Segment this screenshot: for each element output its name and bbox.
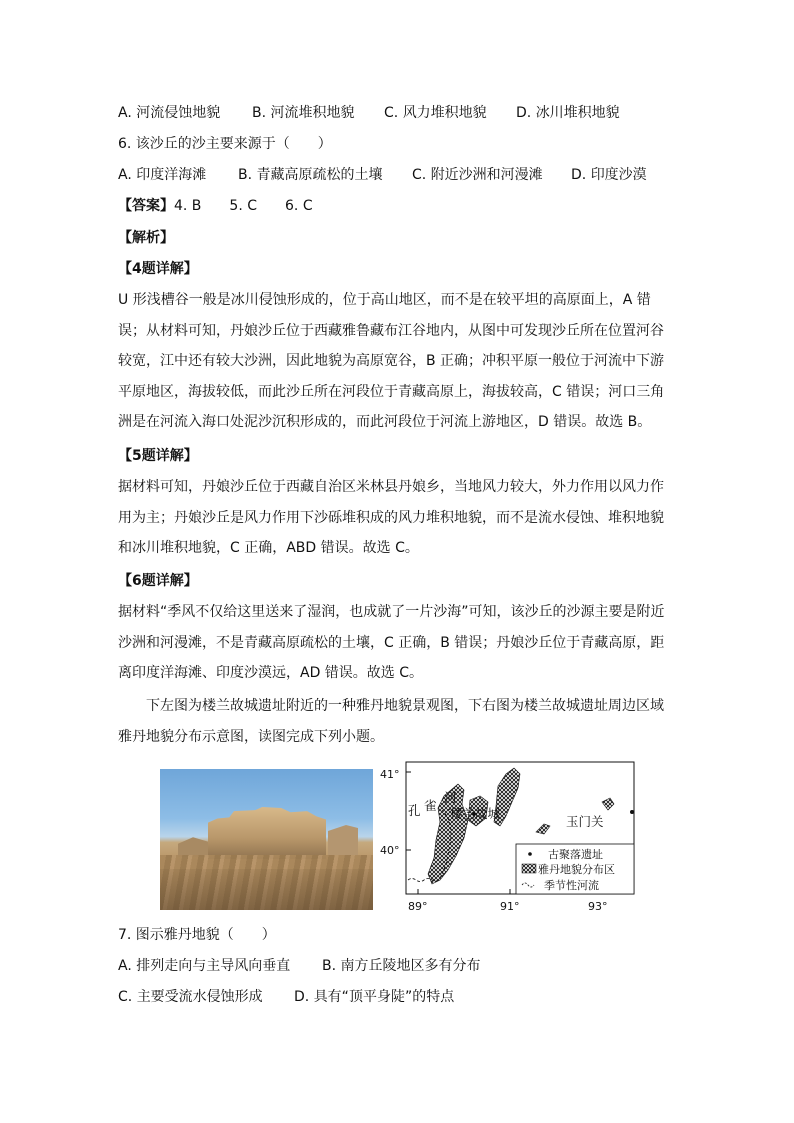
- place-label-que: 雀: [424, 798, 437, 813]
- option-key: A.: [118, 105, 132, 121]
- option-key: C.: [412, 167, 427, 183]
- option-key: C.: [384, 105, 399, 121]
- lon-label-91: 91°: [500, 900, 520, 913]
- option-text: 风力堆积地貌: [402, 105, 487, 121]
- detail4-title: 【4题详解】: [118, 261, 198, 277]
- option-key: A.: [118, 167, 132, 183]
- lon-label-89: 89°: [408, 900, 428, 913]
- detail4-body: [118, 285, 678, 438]
- lon-label-93: 93°: [588, 900, 608, 913]
- q5-option-a: [118, 103, 220, 123]
- legend-hatch-symbol: [522, 864, 536, 873]
- text-line: 下左图为楼兰故城遗址附近的一种雅丹地貌景观图，下右图为楼兰故城遗址周边区域: [146, 698, 664, 714]
- q5-option-c: [384, 103, 487, 123]
- text-line: 误；从材料可知，丹娘沙丘位于西藏雅鲁藏布江谷地内，从图中可发现沙丘所在位置河谷: [118, 322, 664, 339]
- ancient-settlement-dot: [630, 810, 634, 814]
- place-label-yumenguan: 玉门关: [566, 814, 604, 829]
- text-line: 沙洲和河漫滩，不是青藏高原疏松的土壤，C 正确，B 错误；丹娘沙丘位于青藏高原，距: [118, 634, 665, 651]
- option-key: B.: [322, 958, 337, 974]
- text-line: 据材料可知，丹娘沙丘位于西藏自治区米林县丹娘乡，当地风力较大，外力作用以风力作: [118, 479, 664, 495]
- answer-label: 【答案】: [118, 198, 174, 214]
- option-text: 印度洋海滩: [136, 167, 207, 183]
- option-key: C.: [118, 989, 133, 1005]
- place-label-loulan: 楼兰故城: [450, 806, 501, 821]
- q6-option-d: [571, 165, 647, 185]
- option-text: 冰川堆积地貌: [535, 105, 620, 121]
- detail6-body: [118, 597, 678, 689]
- detail6-title: 【6题详解】: [118, 573, 198, 589]
- q7-option-c: [118, 987, 263, 1007]
- detail5-body: [118, 472, 678, 564]
- yardang-distribution-map: [378, 760, 638, 915]
- option-key: D.: [571, 167, 587, 183]
- option-text: 南方丘陵地区多有分布: [340, 958, 481, 974]
- option-text: 主要受流水侵蚀形成: [136, 989, 263, 1005]
- legend-dot-symbol: [528, 852, 532, 856]
- place-label-river: 河: [444, 790, 457, 805]
- legend-label-river: 季节性河流: [544, 879, 599, 892]
- q6-option-b: [238, 165, 383, 185]
- intro-paragraph: [118, 691, 678, 752]
- q5-option-d: [516, 103, 620, 123]
- option-key: D.: [294, 989, 310, 1005]
- lat-label-40: 40°: [380, 844, 400, 857]
- option-text: 具有“顶平身陡”的特点: [313, 989, 455, 1005]
- option-text: 青藏高原疏松的土壤: [256, 167, 383, 183]
- answer-item: 6. C: [285, 198, 313, 214]
- text-line: 和冰川堆积地貌，C 正确，ABD 错误。故选 C。: [118, 540, 419, 556]
- analysis-label: 【解析】: [118, 230, 174, 246]
- option-text: 河流侵蚀地貌: [136, 105, 221, 121]
- option-key: B.: [252, 105, 267, 121]
- text-line: 离印度洋海滩、印度沙漠远，AD 错误。故选 C。: [118, 665, 424, 681]
- text-line: 据材料“季风不仅给这里送来了湿润，也成就了一片沙海”可知，该沙丘的沙源主要是附近: [118, 604, 665, 620]
- q7-option-a: [118, 956, 290, 976]
- legend-label-yardang: 雅丹地貌分布区: [538, 863, 615, 876]
- text-line: U 形浅槽谷一般是冰川侵蚀形成的，位于高山地区，而不是在较平坦的高原面上，A 错: [118, 292, 651, 308]
- legend-label-settlement: 古聚落遗址: [548, 848, 603, 861]
- q6-option-a: [118, 165, 206, 185]
- place-label-kong: 孔: [408, 803, 421, 818]
- answer-line: [118, 196, 313, 216]
- q7-stem: 7. 图示雅丹地貌（ ）: [118, 927, 276, 943]
- option-key: B.: [238, 167, 253, 183]
- lat-label-41: 41°: [380, 768, 400, 781]
- q7-option-d: [294, 987, 454, 1007]
- yardang-landscape-photo: [160, 769, 373, 910]
- option-text: 排列走向与主导风向垂直: [136, 958, 291, 974]
- q6-option-c: [412, 165, 543, 185]
- text-line: 洲是在河流入海口处泥沙沉积形成的，而此河段位于河流上游地区，D 错误。故选 B。: [118, 414, 652, 430]
- q6-stem: 6. 该沙丘的沙主要来源于（ ）: [118, 136, 332, 152]
- option-text: 印度沙漠: [590, 167, 647, 183]
- text-line: 用为主；丹娘沙丘是风力作用下沙砾堆积成的风力堆积地貌，而不是流水侵蚀、堆积地貌: [118, 509, 664, 526]
- text-line: 较宽，江中还有较大沙洲，因此地貌为高原宽谷，B 正确；冲积平原一般位于河流中下游: [118, 353, 665, 369]
- text-line: 雅丹地貌分布示意图，读图完成下列小题。: [118, 728, 384, 745]
- q7-option-b: [322, 956, 481, 976]
- option-text: 附近沙洲和河漫滩: [430, 167, 543, 183]
- option-key: A.: [118, 958, 132, 974]
- option-text: 河流堆积地貌: [270, 105, 355, 121]
- option-key: D.: [516, 105, 532, 121]
- answer-item: 5. C: [229, 198, 258, 214]
- answer-item: 4. B: [174, 198, 202, 214]
- detail5-title: 【5题详解】: [118, 448, 198, 464]
- text-line: 平原地区，海拔较低，而此沙丘所在河段位于青藏高原上，海拔较高，C 错误；河口三角: [118, 383, 665, 400]
- q5-option-b: [252, 103, 355, 123]
